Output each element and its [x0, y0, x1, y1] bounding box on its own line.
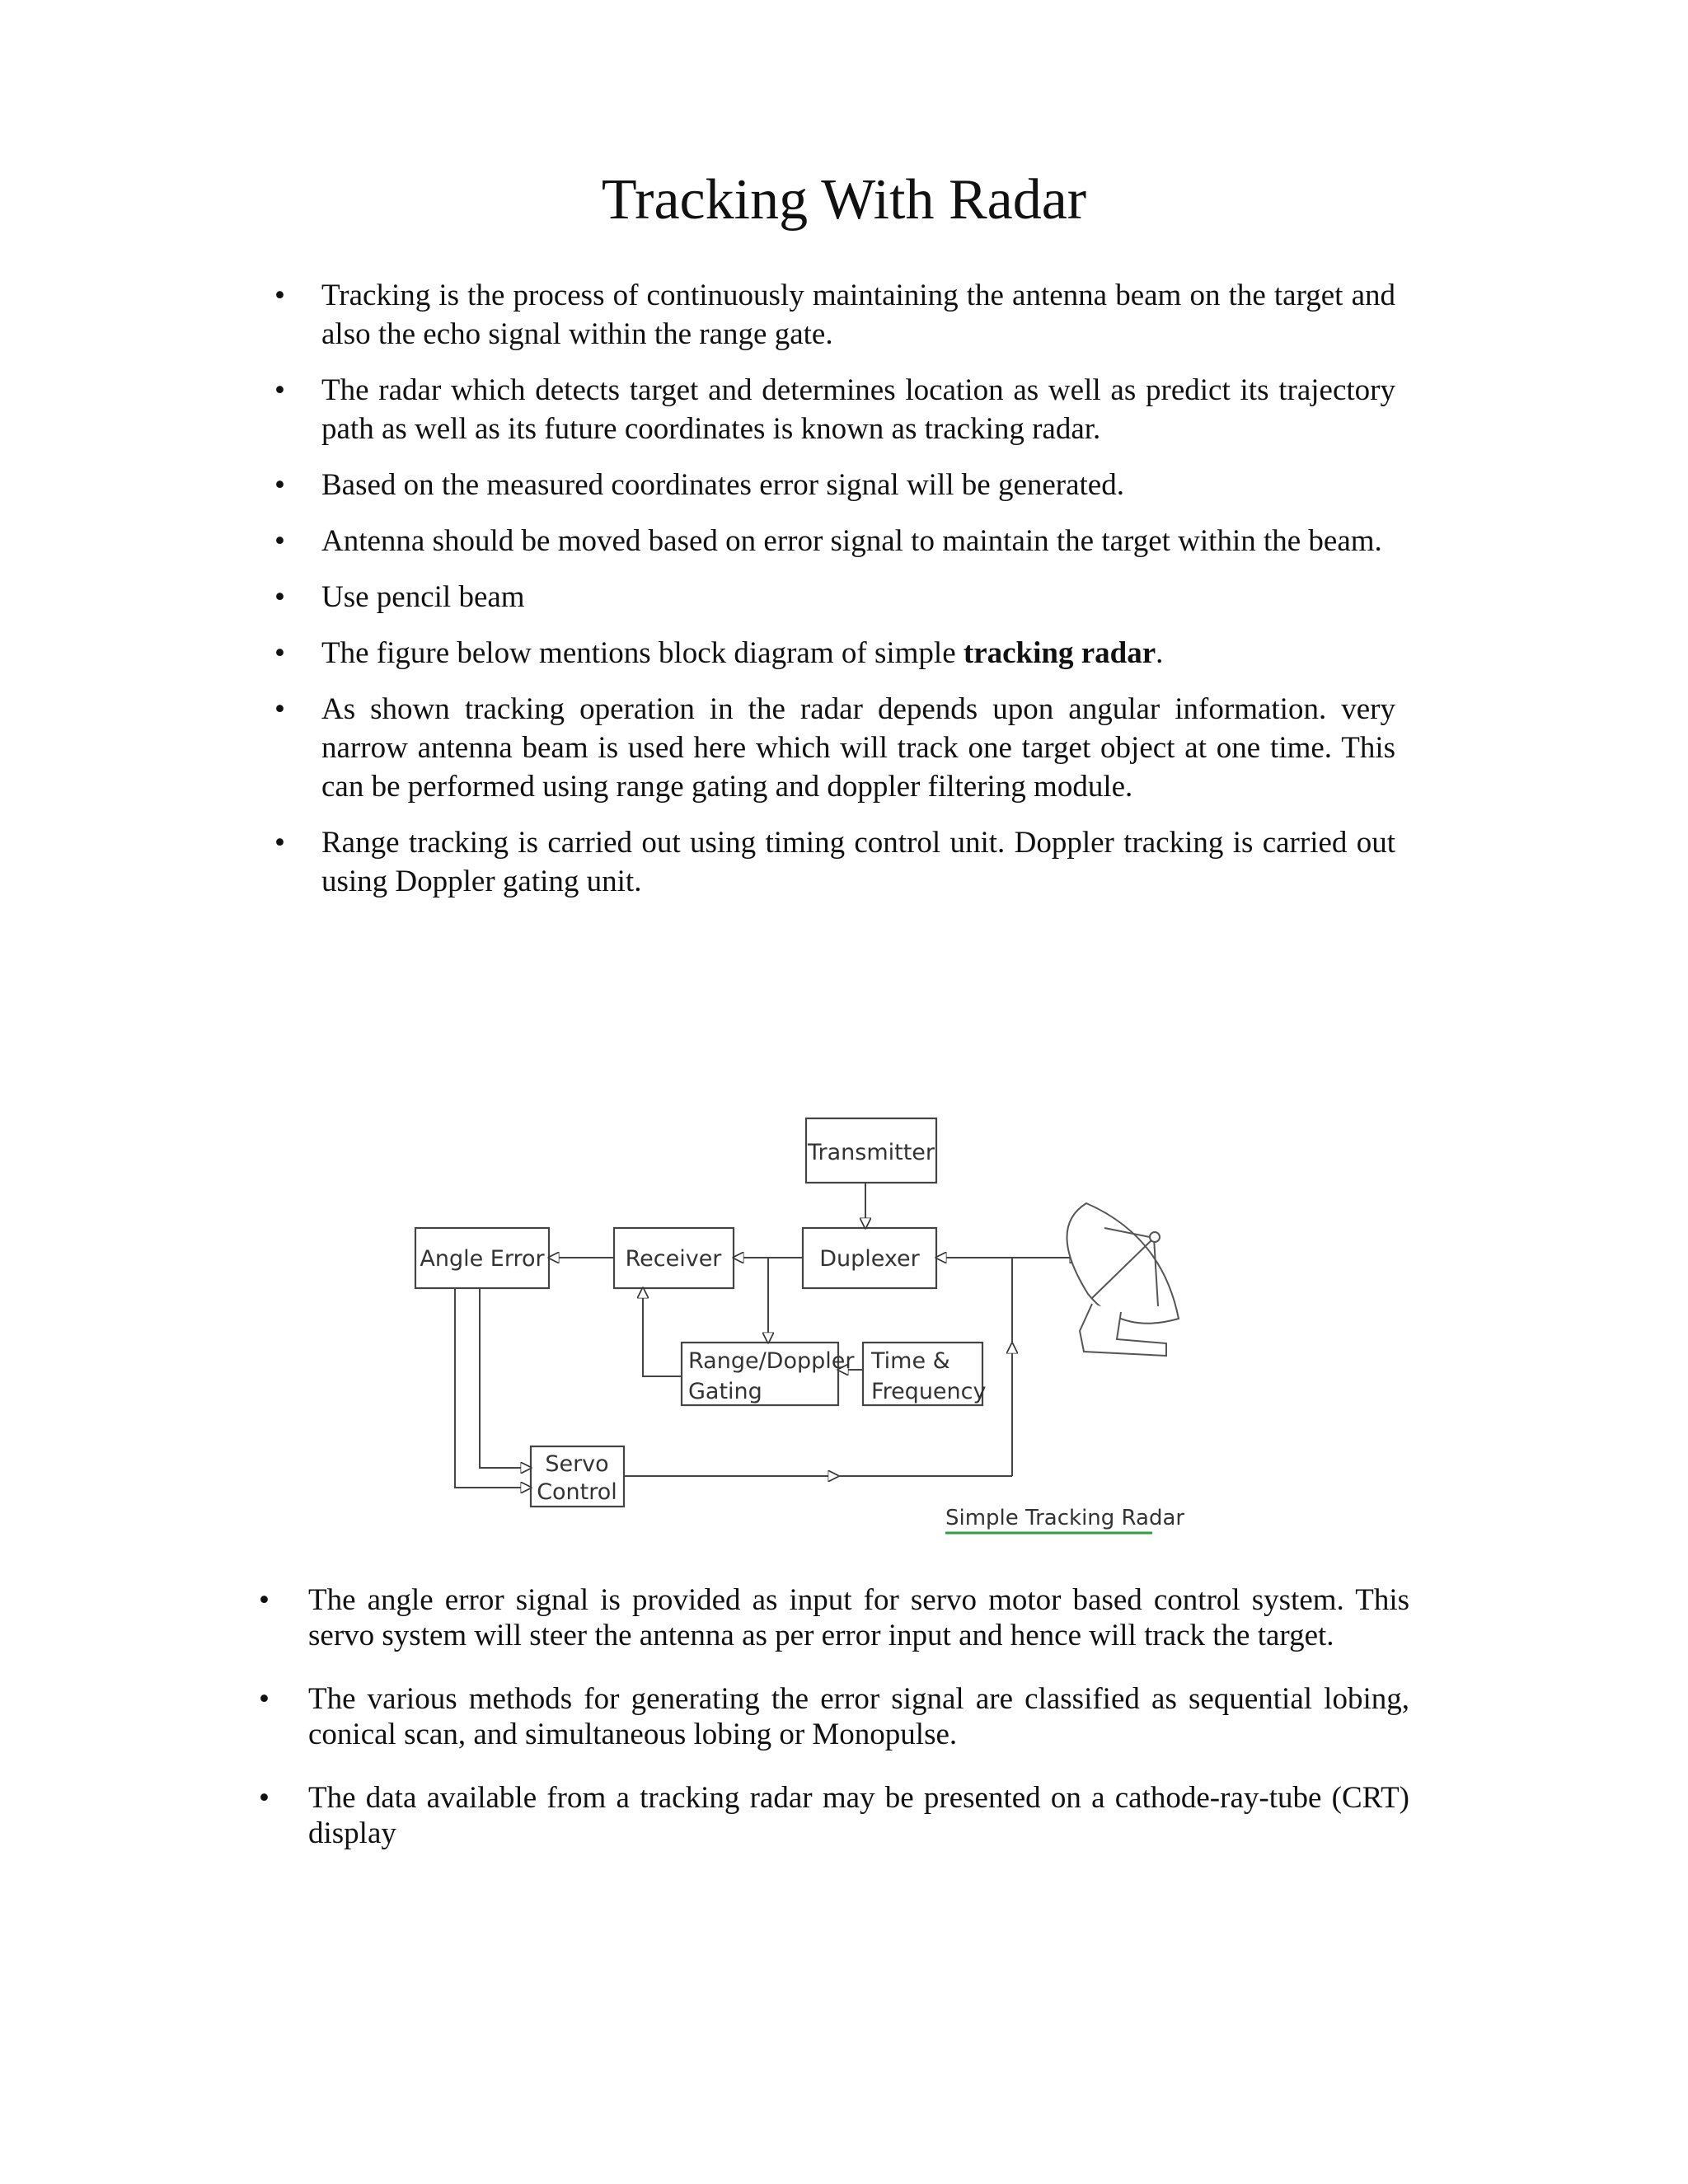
duplexer-label: Duplexer — [819, 1246, 920, 1272]
bullet-list-bottom — [259, 1582, 1409, 1879]
timefreq-label-line2: Frequency — [871, 1379, 987, 1404]
diagram-caption: Simple Tracking Radar — [945, 1506, 1185, 1530]
bullet-dot: • — [274, 373, 285, 407]
bullet-item — [274, 371, 1395, 448]
bullet-dot: • — [274, 468, 285, 502]
bullet-text-bold: tracking radar — [963, 636, 1156, 670]
bullet-text: The various methods for generating the error signal are classified as sequential lobing, conical scan, and simultaneous lobing or Monopulse. — [308, 1682, 1409, 1751]
bullet-dot: • — [259, 1682, 270, 1716]
receiver-label: Receiver — [625, 1246, 722, 1272]
bullet-text: Range tracking is carried out using timing control unit. Doppler tracking is carried out using Doppler gating unit. — [321, 826, 1395, 898]
bullet-item — [274, 690, 1395, 806]
antenna-icon — [1067, 1203, 1179, 1356]
bullet-text-pre: The figure below mentions block diagram of simple — [321, 636, 964, 670]
bullet-item — [274, 823, 1395, 901]
bullet-dot: • — [259, 1583, 270, 1617]
bullet-item — [259, 1780, 1409, 1851]
bullet-text: The angle error signal is provided as input for servo motor based control system. This servo system will steer the antenna as per error input and hence will track the target. — [308, 1583, 1409, 1652]
bullet-dot: • — [274, 279, 285, 312]
bullet-item — [259, 1582, 1409, 1653]
bullet-dot: • — [274, 826, 285, 860]
gating-label-line1: Range/Doppler — [688, 1348, 855, 1374]
servo-label-line2: Control — [537, 1479, 617, 1505]
bullet-text: As shown tracking operation in the radar depends upon angular information. very narrow antenna beam is used here which will track one target object at one time. This can be performed using range gating and doppler filtering module. — [321, 692, 1395, 804]
bullet-item — [274, 578, 1395, 616]
bullet-text: Use pencil beam — [321, 580, 525, 614]
bullet-item — [274, 276, 1395, 354]
bullet-item — [274, 522, 1395, 560]
page-title: Tracking With Radar — [601, 168, 1087, 232]
bullet-text: Based on the measured coordinates error signal will be generated. — [321, 468, 1124, 502]
bullet-text: The radar which detects target and determines location as well as predict its trajectory path as well as its future coordinates is known as tracking radar. — [321, 373, 1395, 446]
bullet-dot: • — [274, 524, 285, 558]
bullet-text: Tracking is the process of continuously maintaining the antenna beam on the target and also the echo signal within the range gate. — [321, 279, 1395, 351]
bullet-dot: • — [274, 636, 285, 670]
servo-label-line1: Servo — [545, 1451, 609, 1477]
bullet-list-top — [274, 276, 1395, 918]
bullet-dot: • — [274, 692, 285, 726]
angle-error-label: Angle Error — [420, 1246, 545, 1272]
bullet-text: The data available from a tracking radar may be presented on a cathode-ray-tube (CRT) display — [308, 1781, 1409, 1850]
bullet-item — [274, 634, 1395, 673]
bullet-item — [274, 466, 1395, 504]
timefreq-label-line1: Time & — [871, 1348, 950, 1374]
gating-label-line2: Gating — [688, 1379, 762, 1404]
bullet-text-post: . — [1156, 636, 1164, 670]
bullet-text: Antenna should be moved based on error signal to maintain the target within the beam. — [321, 524, 1382, 558]
transmitter-label: Transmitter — [807, 1140, 935, 1165]
tracking-radar-block-diagram — [396, 1096, 1203, 1558]
bullet-dot: • — [274, 580, 285, 614]
bullet-item — [259, 1681, 1409, 1752]
bullet-dot: • — [259, 1781, 270, 1815]
